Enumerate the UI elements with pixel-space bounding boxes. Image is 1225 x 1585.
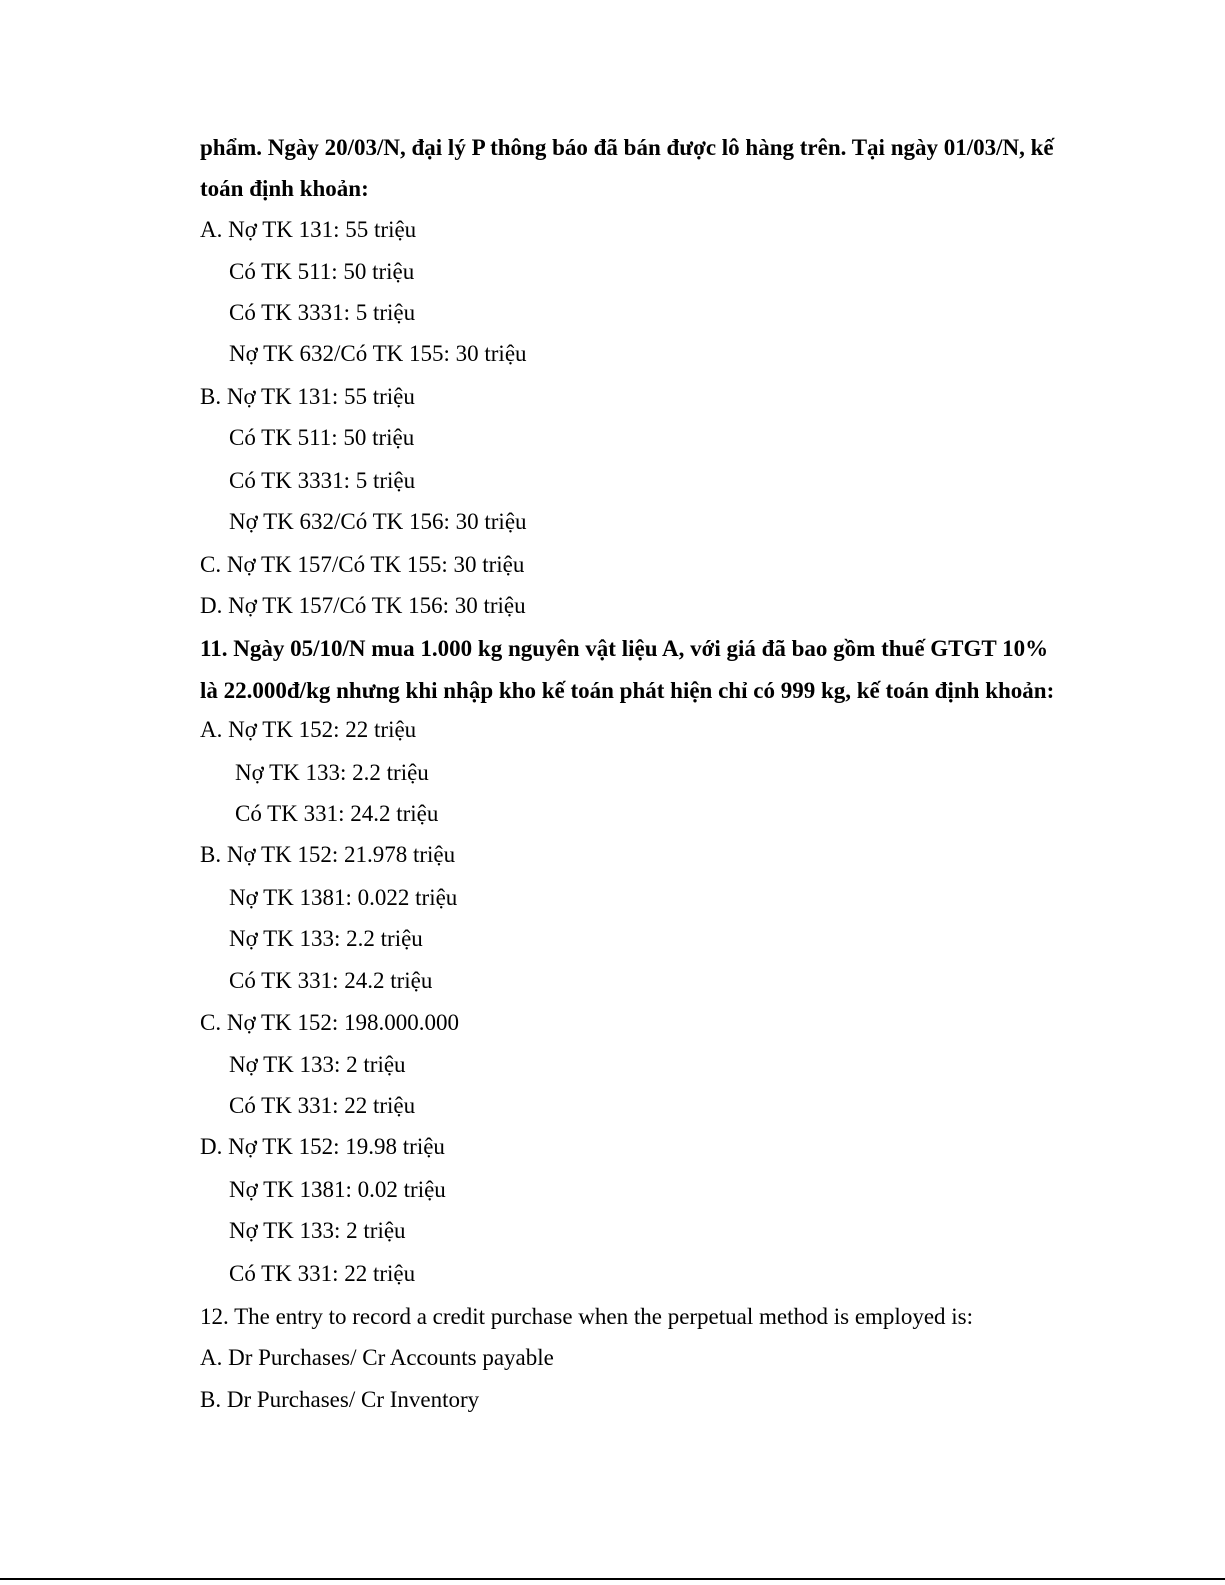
q10-stem-line-2: toán định khoản: (200, 176, 369, 201)
q10-option-b-line: Có TK 511: 50 triệu (229, 425, 415, 450)
q10-option-b: B. Nợ TK 131: 55 triệu (200, 384, 415, 409)
q11-option-c: C. Nợ TK 152: 198.000.000 (200, 1010, 459, 1035)
q11-option-a: A. Nợ TK 152: 22 triệu (200, 717, 417, 742)
q11-option-b: B. Nợ TK 152: 21.978 triệu (200, 842, 456, 867)
q12-stem: 12. The entry to record a credit purchase when the perpetual method is employed is: (200, 1304, 974, 1329)
bottom-rule (0, 1578, 1225, 1580)
q11-stem-line-2: là 22.000đ/kg nhưng khi nhập kho kế toán phát hiện chỉ có 999 kg, kế toán định khoản: (200, 678, 1055, 703)
q11-option-c-line: Nợ TK 133: 2 triệu (229, 1052, 406, 1077)
q11-option-c-line: Có TK 331: 22 triệu (229, 1093, 416, 1118)
q11-option-a-line: Có TK 331: 24.2 triệu (235, 801, 439, 826)
q11-option-b-line: Nợ TK 133: 2.2 triệu (229, 926, 423, 951)
q11-stem-line-1: 11. Ngày 05/10/N mua 1.000 kg nguyên vật liệu A, với giá đã bao gồm thuế GTGT 10% (200, 636, 1049, 661)
q10-option-b-line: Nợ TK 632/Có TK 156: 30 triệu (229, 509, 527, 534)
q10-option-d: D. Nợ TK 157/Có TK 156: 30 triệu (200, 593, 526, 618)
q10-option-a-line: Có TK 3331: 5 triệu (229, 300, 416, 325)
q10-option-a-line: Có TK 511: 50 triệu (229, 259, 415, 284)
q10-option-b-line: Có TK 3331: 5 triệu (229, 468, 416, 493)
q10-stem-line-1: phẩm. Ngày 20/03/N, đại lý P thông báo đã bán được lô hàng trên. Tại ngày 01/03/N, kế (200, 135, 1054, 160)
q11-option-a-line: Nợ TK 133: 2.2 triệu (235, 760, 429, 785)
q11-option-d-line: Nợ TK 133: 2 triệu (229, 1218, 406, 1243)
q11-option-b-line: Có TK 331: 24.2 triệu (229, 968, 433, 993)
q10-option-c: C. Nợ TK 157/Có TK 155: 30 triệu (200, 552, 525, 577)
q10-option-a: A. Nợ TK 131: 55 triệu (200, 217, 417, 242)
q11-option-b-line: Nợ TK 1381: 0.022 triệu (229, 885, 458, 910)
q11-option-d-line: Có TK 331: 22 triệu (229, 1261, 416, 1286)
q12-option-b: B. Dr Purchases/ Cr Inventory (200, 1387, 480, 1412)
q10-option-a-line: Nợ TK 632/Có TK 155: 30 triệu (229, 341, 527, 366)
q11-option-d: D. Nợ TK 152: 19.98 triệu (200, 1134, 445, 1159)
q11-option-d-line: Nợ TK 1381: 0.02 triệu (229, 1177, 446, 1202)
q12-option-a: A. Dr Purchases/ Cr Accounts payable (200, 1345, 554, 1370)
